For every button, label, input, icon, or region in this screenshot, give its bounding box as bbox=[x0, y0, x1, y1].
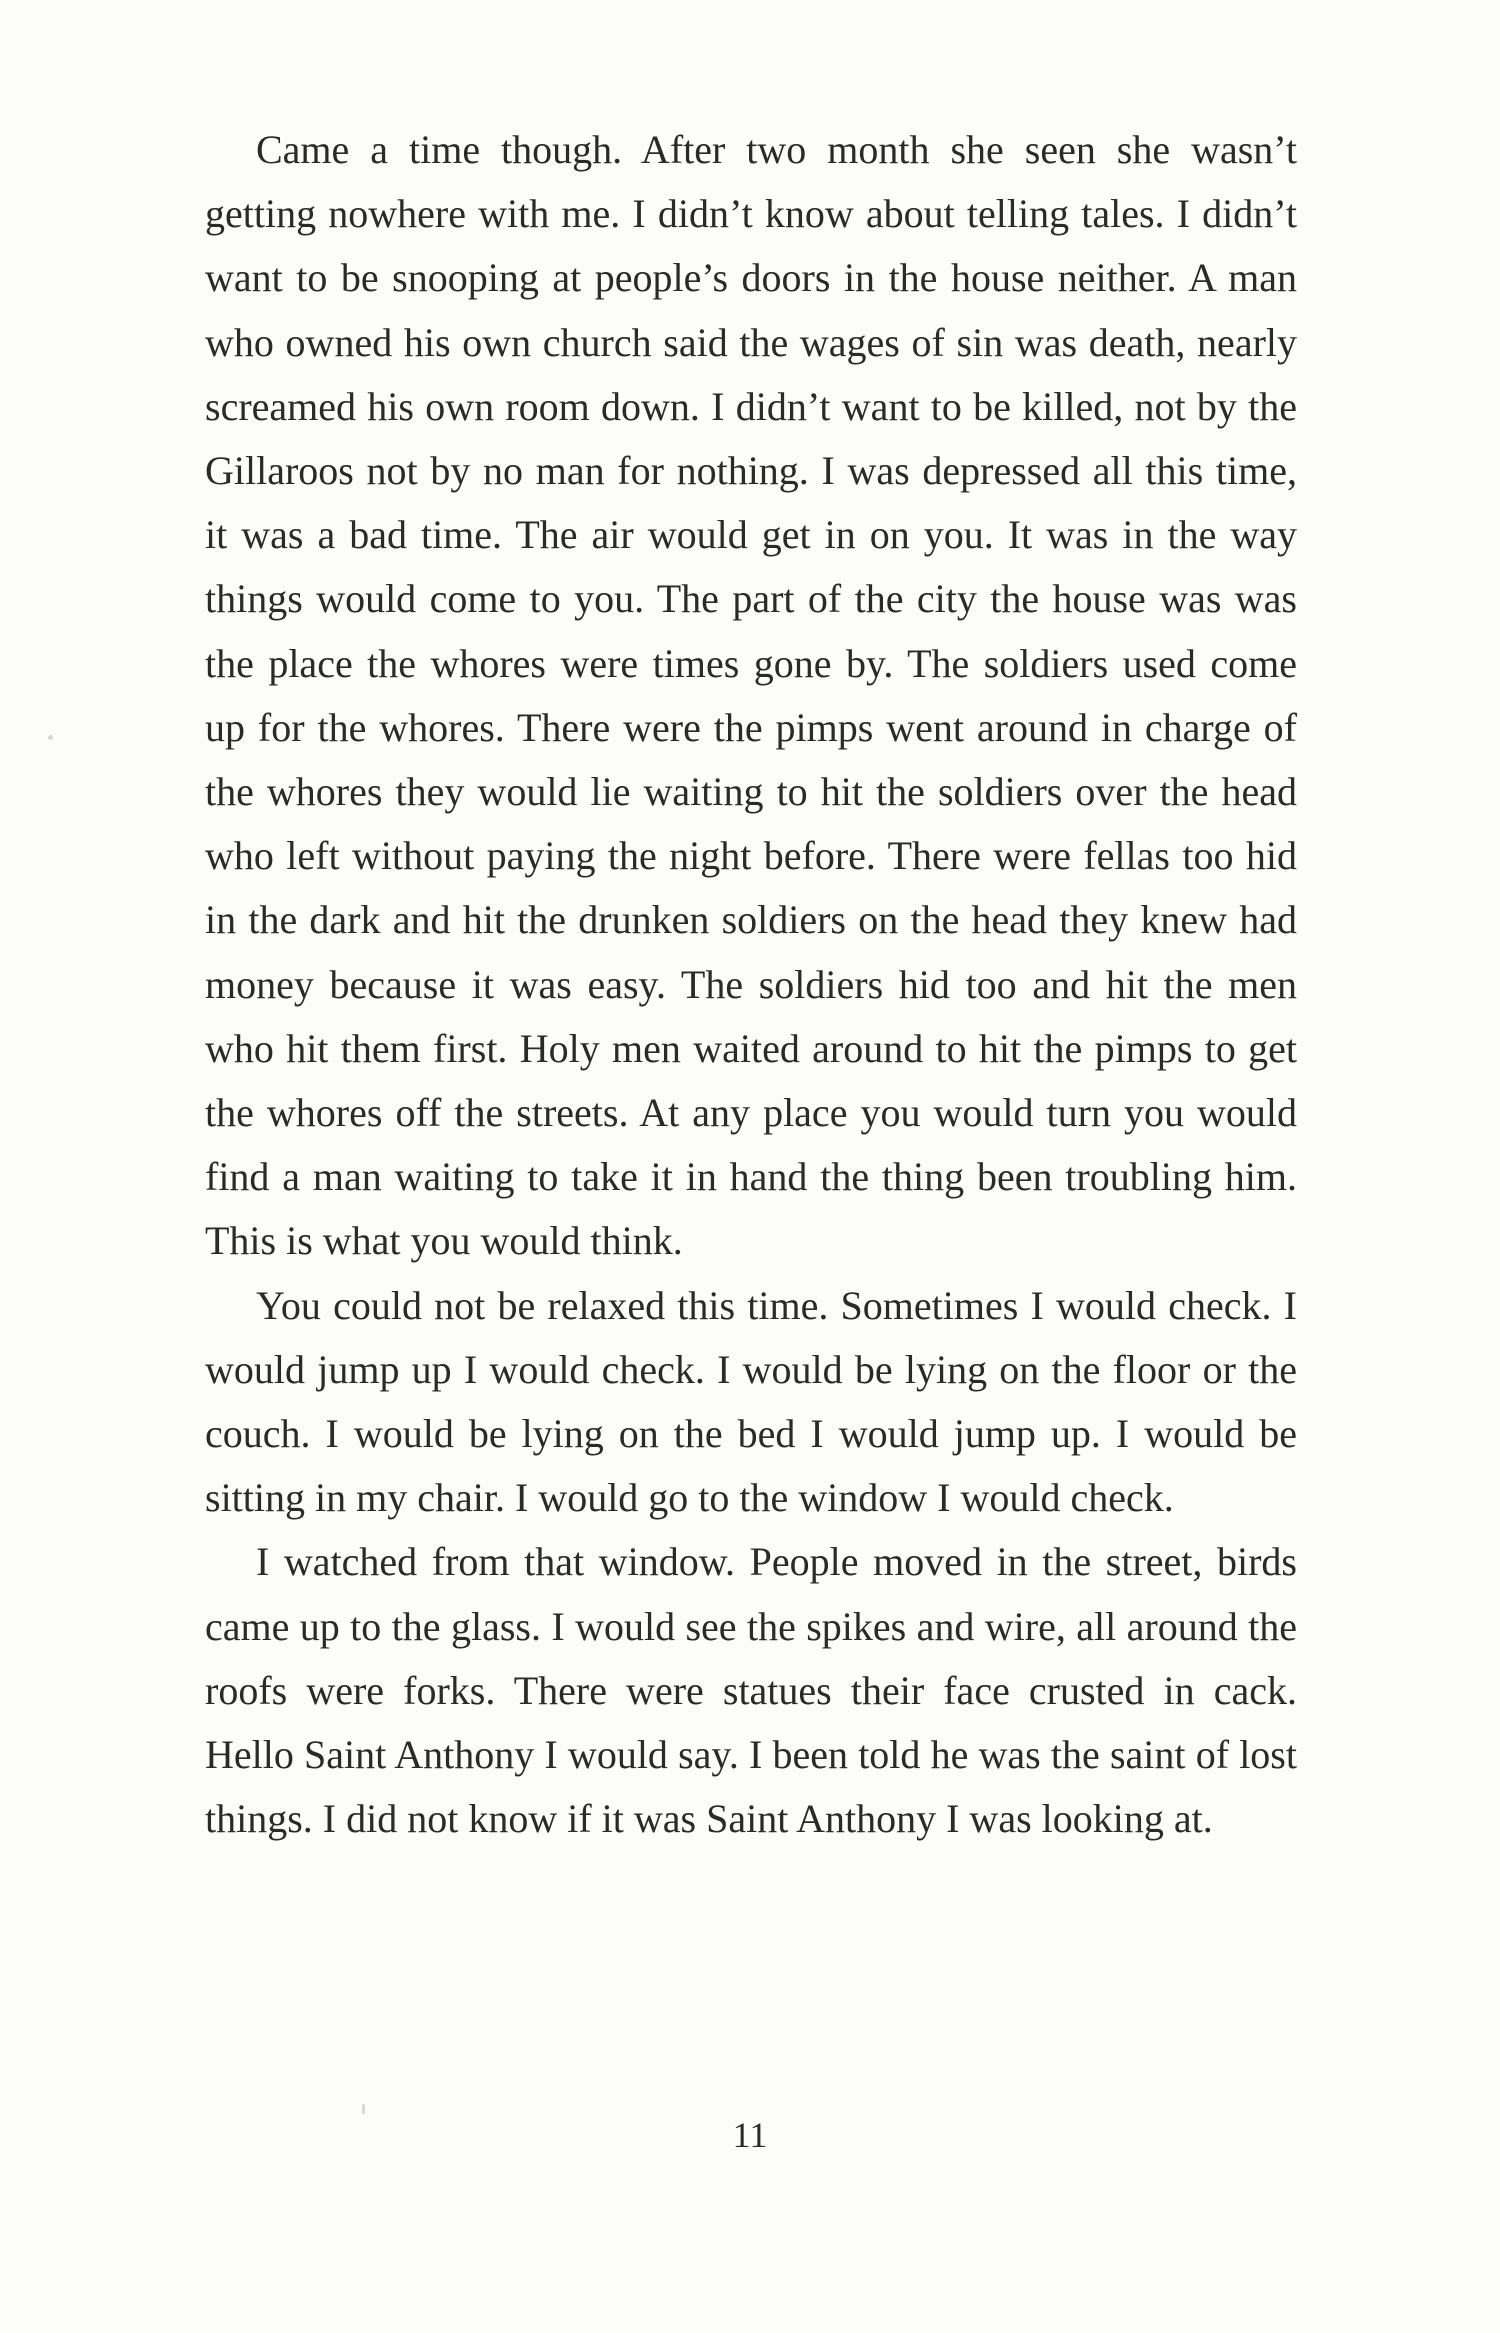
paragraph-3: I watched from that window. People moved in the street, birds came up to the glass. I would see the spikes and wire, all around the roofs were forks. There were statues their face crusted in cack. Hello Saint Anthony I would say. I been told he was the saint of lost things. I did not know if it was Saint Anthony I was looking at. bbox=[205, 1539, 1297, 1842]
paper-speck bbox=[362, 2104, 365, 2114]
body-text bbox=[205, 118, 1297, 1851]
paragraph-1: Came a time though. After two month she seen she wasn’t getting nowhere with me. I didn’t know about telling tales. I didn’t want to be snooping at people’s doors in the house neither. A man who owned his own church said the wages of sin was death, nearly screamed his own room down. I didn’t want to be killed, not by the Gillaroos not by no man for nothing. I was depressed all this time, it was a bad time. The air would get in on you. It was in the way things would come to you. The part of the city the house was was the place the whores were times gone by. The soldiers used come up for the whores. There were the pimps went around in charge of the whores they would lie waiting to hit the soldiers over the head who left without paying the night before. There were fellas too hid in the dark and hit the drunken soldiers on the head they knew had money because it was easy. The soldiers hid too and hit the men who hit them first. Holy men waited around to hit the pimps to get the whores off the streets. At any place you would turn you would find a man waiting to take it in hand the thing been troubling him. This is what you would think. bbox=[205, 127, 1297, 1264]
paper-speck bbox=[48, 735, 53, 740]
paragraph-2: You could not be relaxed this time. Sometimes I would check. I would jump up I would check. I would be lying on the floor or the couch. I would be lying on the bed I would jump up. I would be sitting in my chair. I would go to the window I would check. bbox=[205, 1282, 1297, 1521]
page-number: 11 bbox=[732, 2115, 768, 2155]
